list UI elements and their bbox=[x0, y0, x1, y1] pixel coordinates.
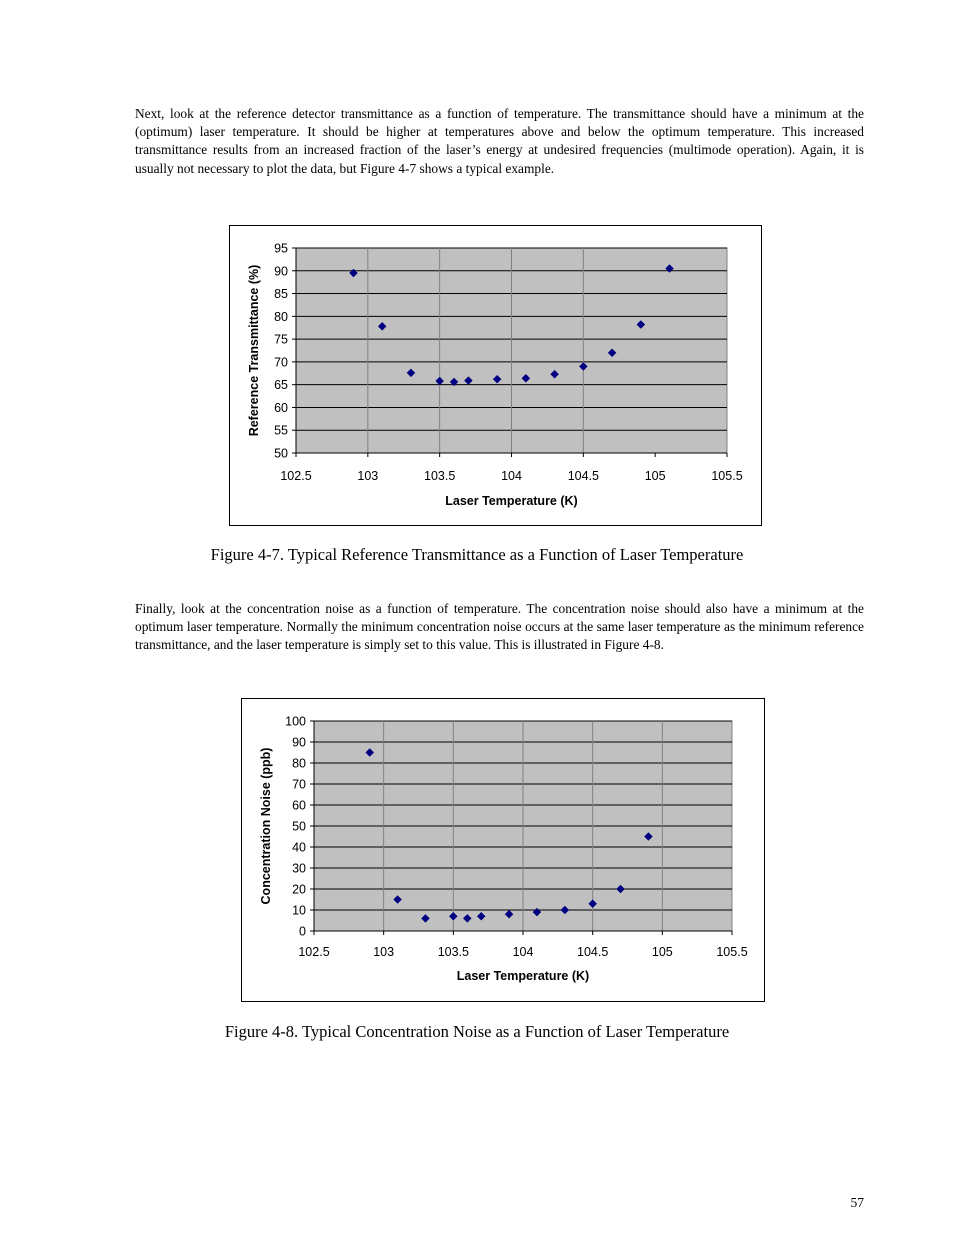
y-tick-label: 60 bbox=[274, 400, 288, 415]
y-axis-title: Reference Transmittance (%) bbox=[247, 264, 261, 437]
x-tick-label: 105.5 bbox=[711, 469, 743, 483]
y-tick-label: 70 bbox=[274, 355, 288, 370]
y-tick-label: 85 bbox=[274, 287, 288, 302]
x-axis-title: Laser Temperature (K) bbox=[456, 969, 590, 983]
x-tick-label: 102.5 bbox=[298, 945, 330, 959]
x-tick-label: 103.5 bbox=[437, 945, 469, 959]
figure-4-7-chart-frame bbox=[229, 225, 762, 526]
y-axis-title: Concentration Noise (ppb) bbox=[259, 747, 273, 905]
y-tick-label: 90 bbox=[274, 264, 288, 279]
y-tick-label: 90 bbox=[292, 735, 306, 750]
y-tick-label: 80 bbox=[274, 309, 288, 324]
x-tick-label: 103.5 bbox=[424, 469, 456, 483]
y-tick-label: 20 bbox=[292, 882, 306, 897]
y-tick-label: 10 bbox=[292, 903, 306, 918]
figure-4-7-chart bbox=[230, 226, 761, 525]
x-tick-label: 104 bbox=[501, 469, 522, 483]
y-tick-label: 50 bbox=[274, 446, 288, 461]
paragraph-concentration-noise: Finally, look at the concentration noise as a function of temperature. The concentration noise should also have a minimum at the optimum laser temperature. Normally the minimum concentration noise occurs at the same laser temperature as the minimum reference transmittance, and the laser temperature is simply set to this value. This is illustrated in Figure 4-8. bbox=[135, 601, 864, 653]
y-tick-label: 100 bbox=[285, 714, 306, 729]
x-tick-label: 103 bbox=[373, 945, 395, 959]
y-tick-label: 95 bbox=[274, 241, 288, 256]
figure-4-7-caption: Figure 4-7. Typical Reference Transmittance as a Function of Laser Temperature bbox=[210, 545, 744, 564]
y-tick-label: 80 bbox=[292, 756, 306, 771]
x-axis-title: Laser Temperature (K) bbox=[445, 494, 578, 508]
x-tick-label: 105 bbox=[644, 469, 666, 483]
y-tick-label: 65 bbox=[274, 378, 288, 393]
y-tick-label: 60 bbox=[292, 798, 306, 813]
y-tick-label: 75 bbox=[274, 332, 288, 347]
figure-4-8-caption: Figure 4-8. Typical Concentration Noise as a Function of Laser Temperature bbox=[224, 1022, 730, 1041]
x-tick-label: 104 bbox=[512, 945, 534, 959]
figure-4-8-chart bbox=[242, 699, 764, 1001]
x-tick-label: 104.5 bbox=[577, 945, 609, 959]
y-tick-label: 40 bbox=[292, 840, 306, 855]
x-tick-label: 103 bbox=[357, 469, 379, 483]
x-tick-label: 105.5 bbox=[716, 945, 748, 959]
x-tick-label: 102.5 bbox=[280, 469, 312, 483]
x-tick-label: 105 bbox=[651, 945, 673, 959]
y-tick-label: 50 bbox=[292, 819, 306, 834]
x-tick-label: 104.5 bbox=[567, 469, 599, 483]
page-number: 57 bbox=[850, 1195, 864, 1210]
paragraph-intro-transmittance: Next, look at the reference detector transmittance as a function of temperature. The transmittance should have a minimum at the (optimum) laser temperature. It should be higher at temperatures above and below the optimum temperature. This increased transmittance results from an increased fraction of the laser’s energy at undesired frequencies (multimode operation). Again, it is usually not necessary to plot the data, but Figure 4-7 shows a typical example. bbox=[135, 106, 864, 176]
y-tick-label: 70 bbox=[292, 777, 306, 792]
y-tick-label: 0 bbox=[299, 924, 306, 939]
figure-4-8-chart-frame bbox=[241, 698, 765, 1002]
y-tick-label: 55 bbox=[274, 423, 288, 438]
y-tick-label: 30 bbox=[292, 861, 306, 876]
